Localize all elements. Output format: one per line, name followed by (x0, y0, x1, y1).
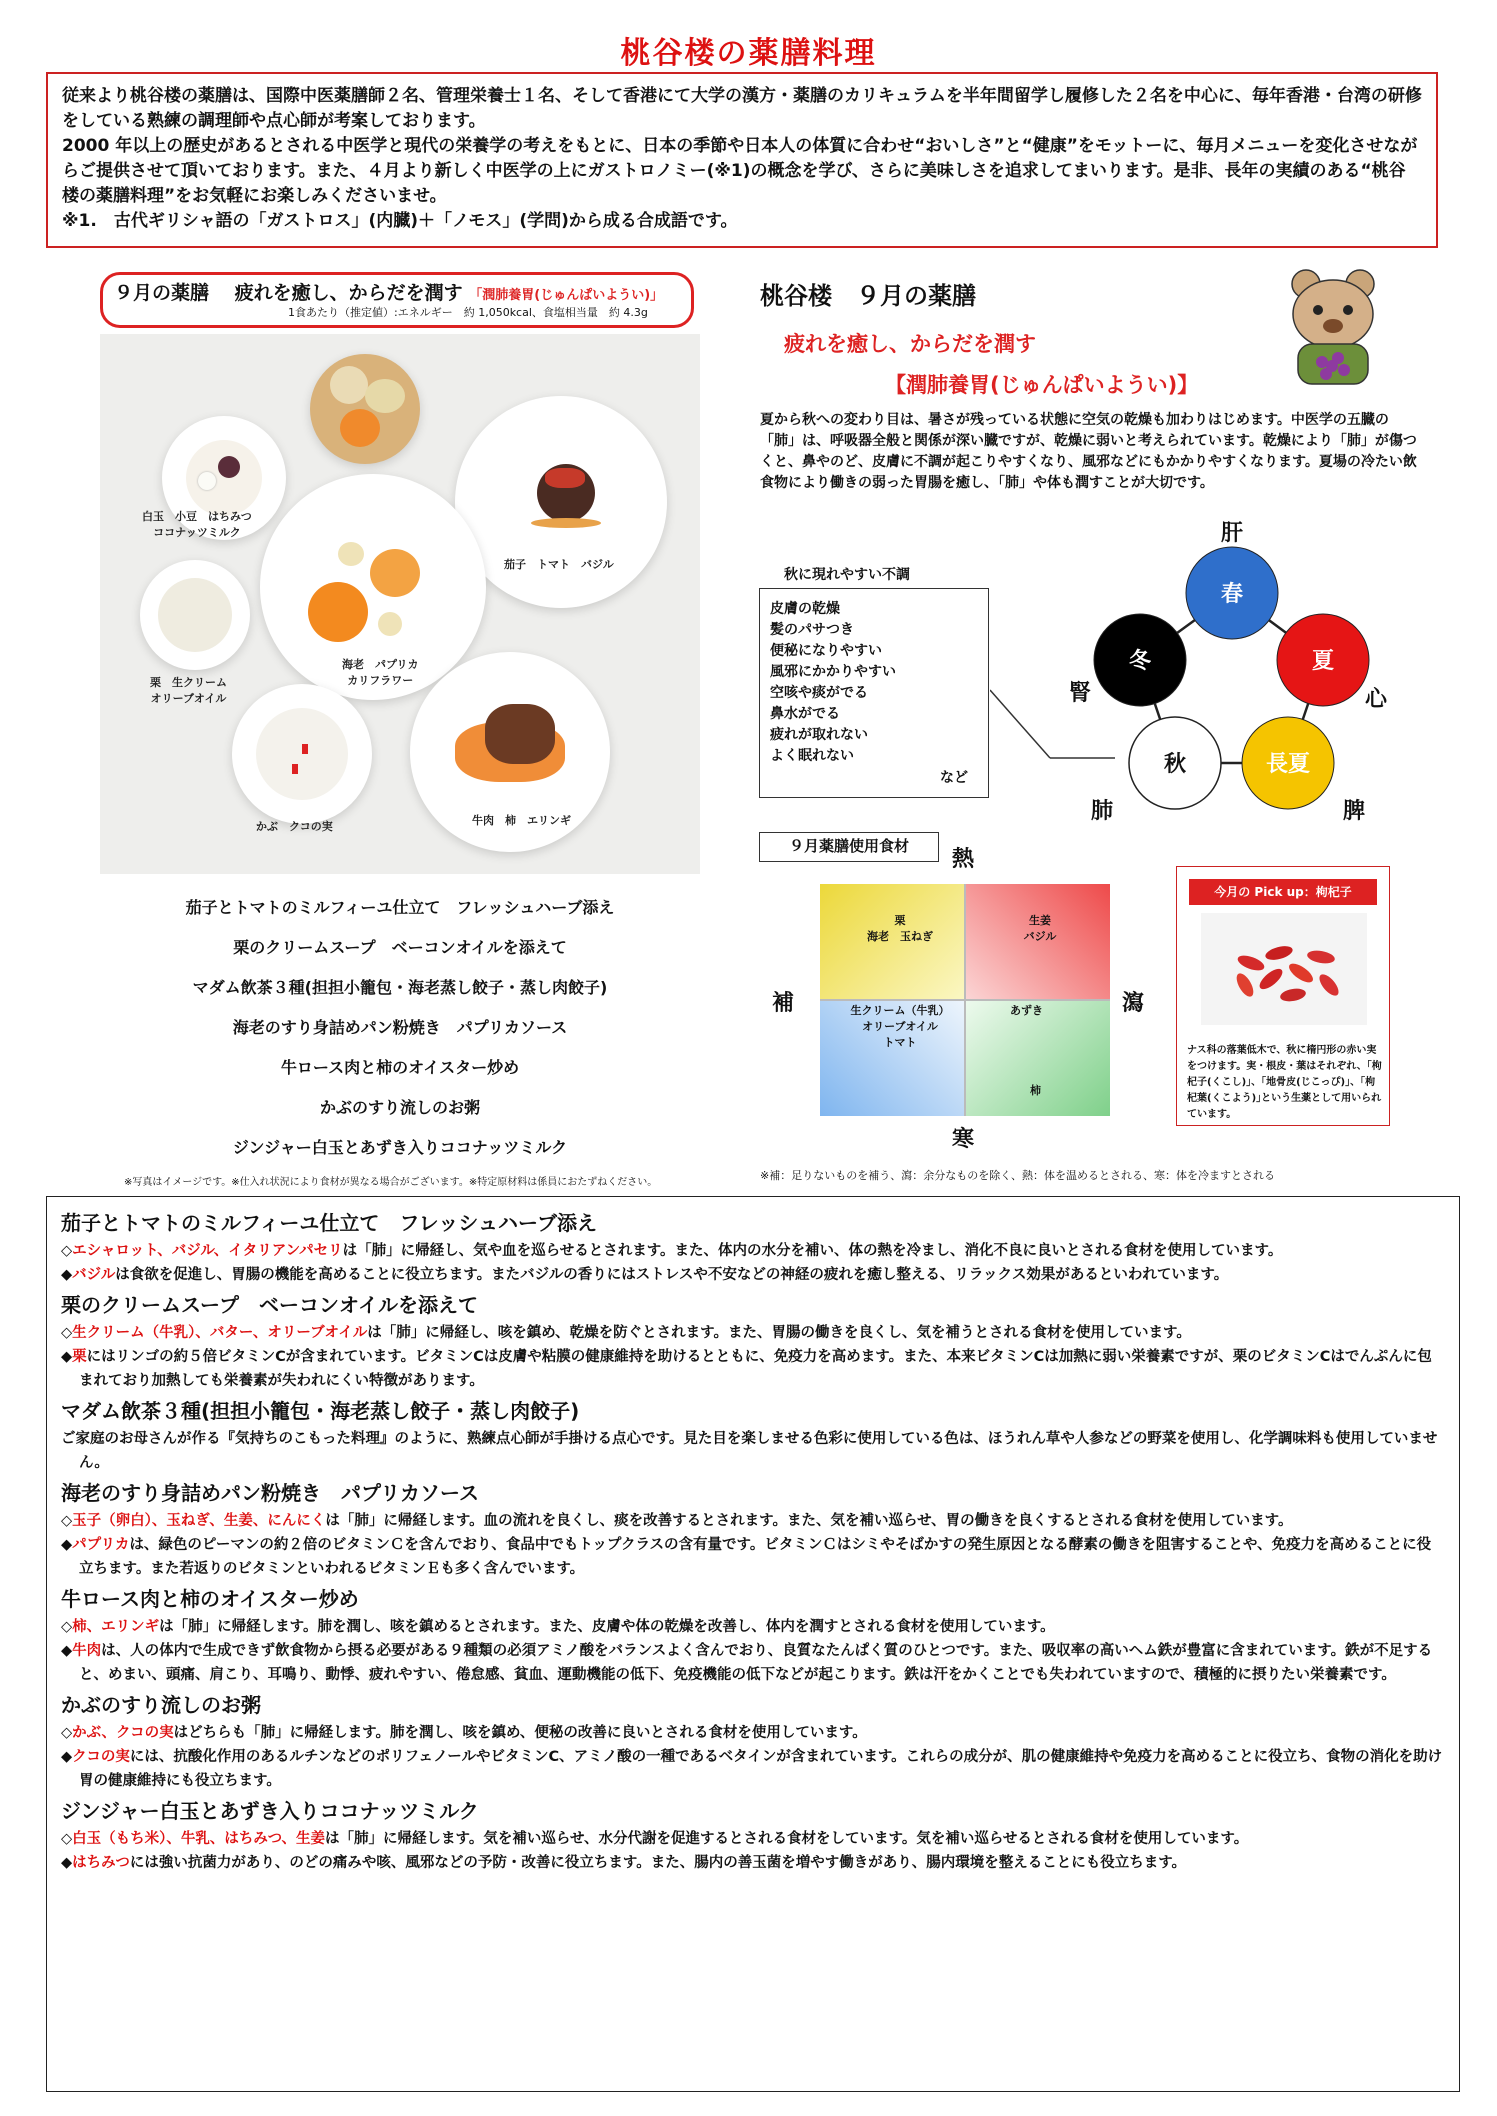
menu-item: マダム飲茶３種(担担小籠包・海老蒸し餃子・蒸し肉餃子) (192, 978, 608, 997)
quadrant-foods-q4: 柿 (1030, 1084, 1041, 1097)
dish-paragraph (61, 1615, 1445, 1639)
dish-paragraph (61, 1509, 1445, 1533)
photo-label-porridge: かぶ クコの実 (256, 820, 333, 833)
right-subtitle-tag: 【潤肺養胃(じゅんぱいようい)】 (885, 373, 1199, 397)
quadrant-foods-q1 (850, 912, 950, 944)
september-banner-text (114, 278, 663, 305)
intro-paragraph: 2000 年以上の歴史があるとされる中医学と現代の栄養学の考えをもとに、日本の季節や日本人の体質に合わせ“おいしさ”と“健康”をモットーに、毎月メニューを変化させながらご提供させて頂いております。また、４月より新しく中医学の上にガストロノミー(※1)の概念を学び、さらに美味しさを追求してまいります。是非、長年の実績のある“桃谷楼の薬膳料理”をお気軽にお楽しみくださいませ。 (62, 136, 1418, 206)
bullet-marker: ◆ (61, 1749, 73, 1765)
bullet-marker: ◇ (61, 1325, 73, 1341)
paragraph-text: には、抗酸化作用のあるルチンなどのポリフェノールやビタミンC、アミノ酸の一種であるベタインが含まれています。これらの成分が、肌の健康維持や免疫力を高めることに役立ち、食物の消化を助け胃の健康維持にも役立ちます。 (79, 1749, 1443, 1789)
food-item: 栗 (894, 914, 906, 927)
bullet-marker: ◇ (61, 1619, 73, 1635)
dish-heading: 栗のクリームスープ ベーコンオイルを添えて (61, 1293, 478, 1317)
quadrant-legend: ※補：足りないものを補う、瀉：余分なものを除く、熱：体を温めるとされる、寒：体を冷ますとされる (760, 1169, 1275, 1182)
dish-paragraph (61, 1851, 1445, 1875)
spring-label: 春 (1220, 582, 1244, 607)
bullet-marker: ◆ (61, 1267, 73, 1283)
symptom-item: 鼻水がでる (770, 706, 840, 722)
highlighted-ingredients: 生クリーム（牛乳）、バター、オリーブオイル (72, 1325, 368, 1341)
quadrant-foods-q3b: あずき (1010, 1004, 1043, 1017)
dish-paragraph (61, 1427, 1445, 1475)
dish-paragraph (61, 1263, 1445, 1287)
symptom-item: 髪のパサつき (770, 622, 854, 638)
bullet-marker: ◇ (61, 1725, 73, 1741)
paragraph-text: にはリンゴの約５倍ビタミンCが含まれています。ビタミンCは皮膚や粘膜の健康維持を助けるとともに、免疫力を高めます。また、本来ビタミンCは加熱に弱い栄養素ですが、栗のビタミンCはでんぷんに包まれており加熱しても栄養素が失われにくい特徴があります。 (79, 1349, 1432, 1389)
paragraph-text: は「肺」に帰経します。気を補い巡らせ、水分代謝を促進するとされる食材をしています。気を補い巡らせるとされる食材を使用しています。 (325, 1831, 1249, 1847)
bear-mascot (1268, 262, 1398, 392)
intro-box (46, 72, 1438, 248)
bullet-marker: ◆ (61, 1349, 73, 1365)
five-elements-diagram (990, 518, 1410, 828)
dish-heading: 牛ロース肉と柿のオイスター炒め (61, 1587, 359, 1611)
plate-porridge (232, 684, 372, 824)
right-subtitle: 疲れを癒し、からだを潤す (784, 332, 1036, 356)
axis-tonify: 補 (772, 991, 795, 1016)
dish-heading: かぶのすり流しのお粥 (61, 1693, 261, 1717)
dish-paragraph (61, 1639, 1445, 1687)
highlighted-ingredients: かぶ、クコの実 (72, 1725, 174, 1741)
photo-label-soup (150, 674, 227, 706)
dish-heading: マダム飲茶３種(担担小籠包・海老蒸し餃子・蒸し肉餃子) (61, 1399, 580, 1423)
dish-paragraph (61, 1745, 1445, 1793)
photo-label-eggplant: 茄子 トマト バジル (504, 558, 614, 571)
paragraph-text: ご家庭のお母さんが作る『気持ちのこもった料理』のように、熟練点心師が手掛ける点心です。見た目を楽しませる色彩に使用している色は、ほうれん草や人参などの野菜を使用し、化学調味料も使用していません。 (61, 1431, 1438, 1471)
summer-label: 夏 (1311, 649, 1335, 674)
highlighted-ingredients: エシャロット、バジル、イタリアンパセリ (72, 1243, 343, 1259)
menu-item: ジンジャー白玉とあずき入りココナッツミルク (232, 1138, 568, 1157)
intro-footnote: ※1. 古代ギリシャ語の「ガストロス」(内臓)＋「ノモス」(学問)から成る合成語です。 (62, 211, 738, 231)
plate-soup (140, 560, 250, 670)
highlighted-ingredients: はちみつ (72, 1855, 130, 1871)
highlighted-ingredients: 玉子（卵白）、玉ねぎ、生姜、にんにく (72, 1513, 326, 1529)
bullet-marker: ◇ (61, 1513, 73, 1529)
highlighted-ingredients: 栗 (72, 1349, 87, 1365)
menu-item: 栗のクリームスープ ベーコンオイルを添えて (233, 938, 567, 957)
highlighted-ingredients: パプリカ (72, 1537, 130, 1553)
paragraph-text: には強い抗菌力があり、のどの痛みや咳、風邪などの予防・改善に役立ちます。また、腸内の善玉菌を増やす働きがあり、腸内環境を整えることにも役立ちます。 (129, 1855, 1187, 1871)
dish-heading: ジンジャー白玉とあずき入りココナッツミルク (61, 1799, 479, 1823)
photo-label-text: 栗 生クリーム (150, 676, 227, 689)
page-title: 桃谷楼の薬膳料理 (620, 36, 877, 71)
menu-item: かぶのすり流しのお粥 (319, 1098, 480, 1117)
menu-item: 牛ロース肉と柿のオイスター炒め (280, 1058, 520, 1077)
symptom-etc: など (940, 770, 968, 786)
september-theme: 疲れを癒し、からだを潤す (234, 282, 463, 304)
photo-label-shrimp (342, 656, 418, 688)
highlighted-ingredients: 白玉（もち米）、牛乳、はちみつ、生姜 (72, 1831, 326, 1847)
dish-paragraph (61, 1721, 1445, 1745)
photo-label-text: オリーブオイル (150, 692, 227, 705)
food-item: 海老 玉ねぎ (867, 930, 933, 943)
paragraph-text: は食欲を促進し、胃腸の機能を高めることに役立ちます。またバジルの香りにはストレスや不安などの神経の疲れを癒し整える、リラックス効果があるといわれています。 (115, 1267, 1229, 1283)
bullet-marker: ◆ (61, 1855, 73, 1871)
photo-label-text: 白玉 小豆 はちみつ (142, 510, 252, 523)
goji-berry-image (1201, 913, 1367, 1025)
food-item: トマト (883, 1036, 917, 1049)
symptom-item: 便秘になりやすい (770, 643, 882, 659)
paragraph-text: は、緑色のピーマンの約２倍のビタミンＣを含んでおり、食品中でもトップクラスの含有量です。ビタミンＣはシミやそばかすの発生原因となる酵素の働きを阻害することや、免疫力を高めることに役立ちます。また若返りのビタミンといわれるビタミンＥも多く含んでいます。 (79, 1537, 1432, 1577)
fall-symptoms-title: 秋に現れやすい不調 (784, 567, 910, 583)
pickup-card (1176, 866, 1390, 1126)
dish-paragraph (61, 1827, 1445, 1851)
photo-label-text: ココナッツミルク (153, 526, 241, 539)
dish-paragraph (61, 1345, 1445, 1393)
liver-label: 肝 (1220, 521, 1244, 546)
photo-label-text: カリフラワー (347, 674, 414, 687)
symptom-item: よく眠れない (770, 748, 854, 764)
winter-label: 冬 (1128, 649, 1152, 674)
photo-label-dessert (142, 508, 252, 540)
menu-list (100, 888, 700, 1168)
september-label: ９月の薬膳 (114, 282, 210, 304)
dish-details-box (46, 1196, 1460, 2092)
paragraph-text: は「肺」に帰経します。肺を潤し、咳を鎮めるとされます。また、皮膚や体の乾燥を改善し、体内を潤すとされる食材を使用しています。 (159, 1619, 1055, 1635)
photo-label-beef: 牛肉 柿 エリンギ (472, 814, 571, 827)
fall-symptoms-box (759, 588, 989, 798)
lung-label: 肺 (1090, 799, 1114, 824)
menu-item: 茄子とトマトのミルフィーユ仕立て フレッシュハーブ添え (185, 898, 615, 917)
nutrition-info: 1食あたり（推定値）:エネルギー 約 1,050kcal、食塩相当量 約 4.3g (288, 306, 648, 319)
late-summer-label: 長夏 (1265, 752, 1311, 777)
highlighted-ingredients: クコの実 (72, 1749, 130, 1765)
paragraph-text: は「肺」に帰経します。血の流れを良くし、痰を改善するとされます。また、気を補い巡らせ、胃の働きを良くするとされる食材を使用しています。 (325, 1513, 1293, 1529)
dish-paragraph (61, 1239, 1445, 1263)
plate-steamer (310, 354, 420, 464)
dish-heading: 茄子とトマトのミルフィーユ仕立て フレッシュハーブ添え (61, 1211, 597, 1235)
quadrant-foods-q3 (840, 1002, 960, 1050)
september-theme-tag: 「潤肺養胃(じゅんぱいようい)」 (469, 288, 664, 303)
symptom-item: 空咳や痰がでる (770, 685, 868, 701)
photo-note: ※写真はイメージです。※仕入れ状況により食材が異なる場合がございます。※特定原材料は係員におたずねください。 (124, 1177, 658, 1188)
intro-paragraph: 従来より桃谷楼の薬膳は、国際中医薬膳師２名、管理栄養士１名、そして香港にて大学の漢方・薬膳のカリキュラムを半年間留学し履修した２名を中心に、毎年香港・台湾の研修をしている熟練の調理師や点心師が考案しております。 (62, 86, 1422, 131)
symptom-item: 風邪にかかりやすい (770, 664, 896, 680)
food-item: 生姜 (1029, 914, 1051, 927)
bullet-marker: ◆ (61, 1643, 73, 1659)
kidney-label: 腎 (1068, 681, 1092, 706)
spleen-label: 脾 (1342, 799, 1366, 824)
foods-label: ９月薬膳使用食材 (759, 832, 939, 862)
heart-label: 心 (1364, 687, 1388, 712)
connector-line (990, 690, 1050, 758)
bullet-marker: ◇ (61, 1243, 73, 1259)
right-body-text: 夏から秋への変わり目は、暑さが残っている状態に空気の乾燥も加わりはじめます。中医学の五臓の「肺」は、呼吸器全般と関係が深い臓ですが、乾燥に弱いと考えられています。乾燥により「肺」が傷つくと、鼻やのど、皮膚に不調が起こりやすくなり、風邪などにもかかりやすくなります。夏場の冷たい飲食物により働きの弱った胃腸を癒し、「肺」や体も潤すことが大切です。 (760, 412, 1417, 491)
foods-quadrant-chart (820, 884, 1110, 1116)
pickup-description: ナス科の落葉低木で、秋に楕円形の赤い実をつけます。実・根皮・葉はそれぞれ、｢枸杞子(くこし)｣、｢地骨皮(じこっぴ)｣、｢枸杞葉(くこよう)｣という生薬として用いられています。 (1187, 1045, 1382, 1120)
food-item: オリーブオイル (862, 1020, 938, 1033)
dish-paragraph (61, 1321, 1445, 1345)
highlighted-ingredients: バジル (72, 1267, 116, 1283)
paragraph-text: は「肺」に帰経し、咳を鎮め、乾燥を防ぐとされます。また、胃腸の働きを良くし、気を補うとされる食材を使用しています。 (367, 1325, 1191, 1341)
dish-paragraph (61, 1533, 1445, 1581)
food-item: 生クリーム（牛乳） (850, 1004, 950, 1017)
plate-eggplant (455, 396, 667, 608)
bullet-marker: ◆ (61, 1537, 73, 1553)
quadrant-foods-q2 (995, 912, 1085, 944)
paragraph-text: はどちらも「肺」に帰経します。肺を潤し、咳を鎮め、便秘の改善に良いとされる食材を使用しています。 (173, 1725, 867, 1741)
symptom-item: 疲れが取れない (770, 727, 868, 743)
symptom-item: 皮膚の乾燥 (770, 601, 840, 617)
dish-heading: 海老のすり身詰めパン粉焼き パプリカソース (61, 1481, 479, 1505)
paragraph-text: は、人の体内で生成できず飲食物から摂る必要がある９種類の必須アミノ酸をバランスよく含んでおり、良質なたんぱく質のひとつです。また、吸収率の高いヘム鉄が豊富に含まれています。鉄が不足すると、めまい、頭痛、肩こり、耳鳴り、動悸、疲れやすい、倦怠感、貧血、運動機能の低下、免疫機能の低下などが起こります。鉄は汗をかくことでも失われていますので、積極的に摂りたい栄養素です。 (79, 1643, 1433, 1683)
dishes-photo (100, 334, 700, 874)
axis-cold: 寒 (952, 1127, 975, 1152)
highlighted-ingredients: 牛肉 (72, 1643, 102, 1659)
autumn-label: 秋 (1163, 752, 1187, 777)
axis-drain: 瀉 (1122, 991, 1145, 1016)
bullet-marker: ◇ (61, 1831, 73, 1847)
menu-item: 海老のすり身詰めパン粉焼き パプリカソース (232, 1018, 568, 1037)
paragraph-text: は「肺」に帰経し、気や血を巡らせるとされます。また、体内の水分を補い、体の熱を冷まし、消化不良に良いとされる食材を使用しています。 (342, 1243, 1283, 1259)
axis-hot: 熱 (952, 847, 975, 872)
right-title: 桃谷楼 ９月の薬膳 (760, 282, 976, 310)
photo-label-text: 海老 パプリカ (342, 658, 419, 671)
highlighted-ingredients: 柿、エリンギ (72, 1619, 160, 1635)
food-item: バジル (1023, 930, 1057, 943)
pickup-header: 今月の Pick up：枸杞子 (1189, 879, 1377, 905)
